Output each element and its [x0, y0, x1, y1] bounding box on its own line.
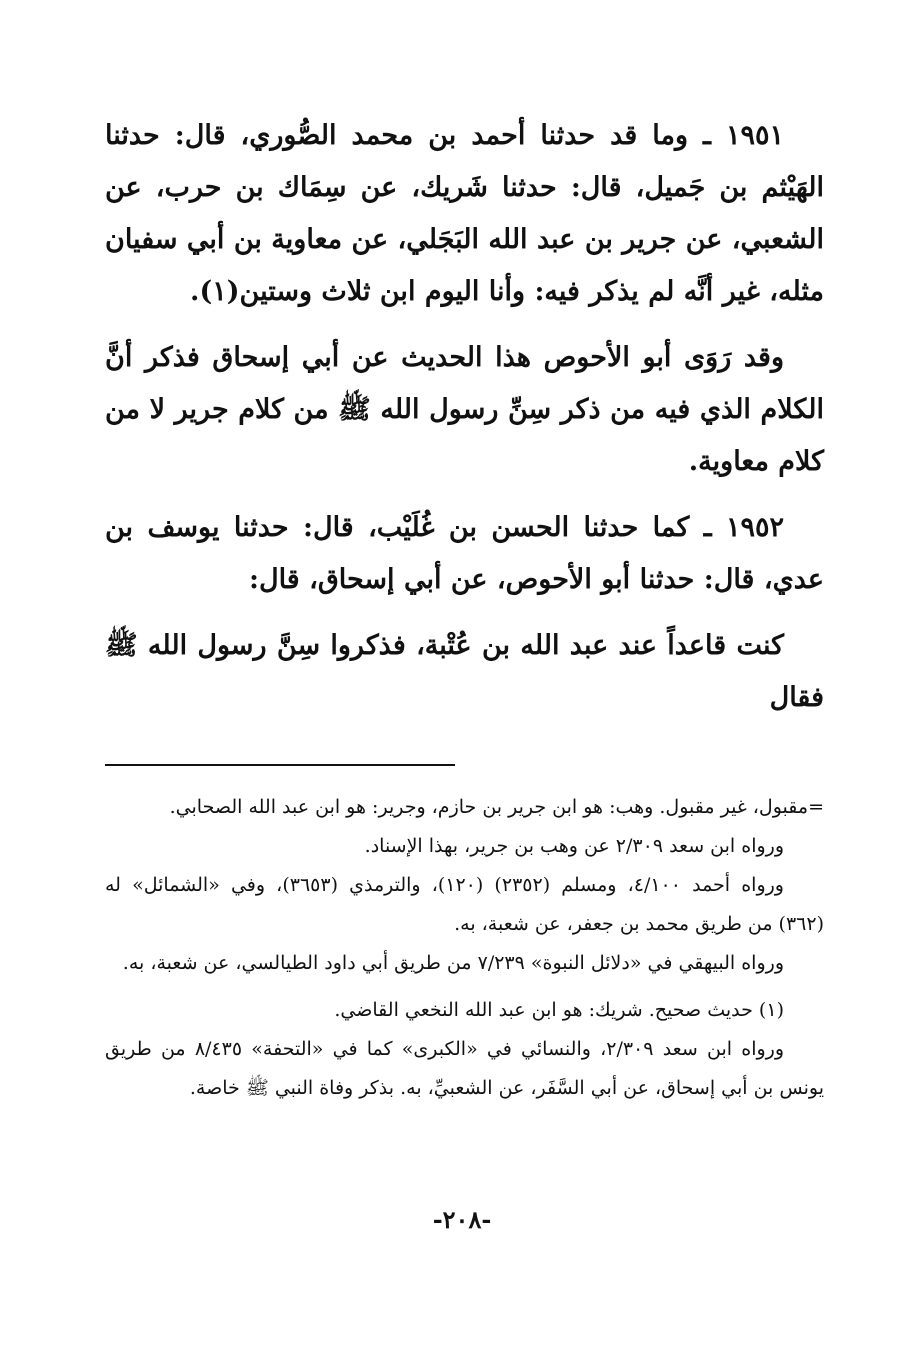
main-text	[105, 110, 824, 724]
footnote-separator	[105, 764, 455, 766]
footnote-continuation: =مقبول، غير مقبول. وهب: هو ابن جرير بن حازم، وجرير: هو ابن عبد الله الصحابي.	[169, 796, 824, 818]
footnote-line: ورواه ابن سعد ٢/٣٠٩، والنسائي في «الكبرى» كما في «التحفة» ٨/٤٣٥ من طريق يونس بن أبي إسحاق، عن أبي السَّفَر، عن الشعبيِّ، به. بذكر وفاة النبي ﷺ خاصة.	[105, 1038, 824, 1099]
commentary-paragraph: وقد رَوَى أبو الأحوص هذا الحديث عن أبي إسحاق فذكر أنَّ الكلام الذي فيه من ذكر سِنِّ رسول الله ﷺ من كلام جرير لا من كلام معاوية.	[105, 342, 824, 477]
footnote-line: ورواه البيهقي في «دلائل النبوة» ٧/٢٣٩ من طريق أبي داود الطيالسي، عن شعبة، به.	[122, 952, 784, 974]
page-number: -٢٠٨-	[432, 1205, 492, 1234]
hadith-1951: ١٩٥١ ـ وما قد حدثنا أحمد بن محمد الصُّوري، قال: حدثنا الهَيْثم بن جَميل، قال: حدثنا شَريك، عن سِمَاك بن حرب، عن الشعبي، عن جرير بن عبد الله البَجَلي، عن معاوية بن أبي سفيان مثله، غير أنَّه لم يذكر فيه: وأنا اليوم ابن ثلاث وستين(١).	[105, 120, 824, 307]
hadith-1952-text: كنت قاعداً عند عبد الله بن عُتْبة، فذكروا سِنَّ رسول الله ﷺ فقال	[105, 630, 824, 713]
footnotes	[105, 788, 824, 1108]
hadith-1952: ١٩٥٢ ـ كما حدثنا الحسن بن غُلَيْب، قال: حدثنا يوسف بن عدي، قال: حدثنا أبو الأحوص، عن أبي إسحاق، قال:	[105, 512, 824, 595]
footnote-line: ورواه أحمد ٤/١٠٠، ومسلم (٢٣٥٢) (١٢٠)، والترمذي (٣٦٥٣)، وفي «الشمائل» له (٣٦٢) من طريق محمد بن جعفر، عن شعبة، به.	[105, 874, 824, 935]
footnote-1: (١) حديث صحيح. شريك: هو ابن عبد الله النخعي القاضي.	[334, 999, 784, 1021]
footnote-line: ورواه ابن سعد ٢/٣٠٩ عن وهب بن جرير، بهذا الإسناد.	[364, 835, 784, 857]
